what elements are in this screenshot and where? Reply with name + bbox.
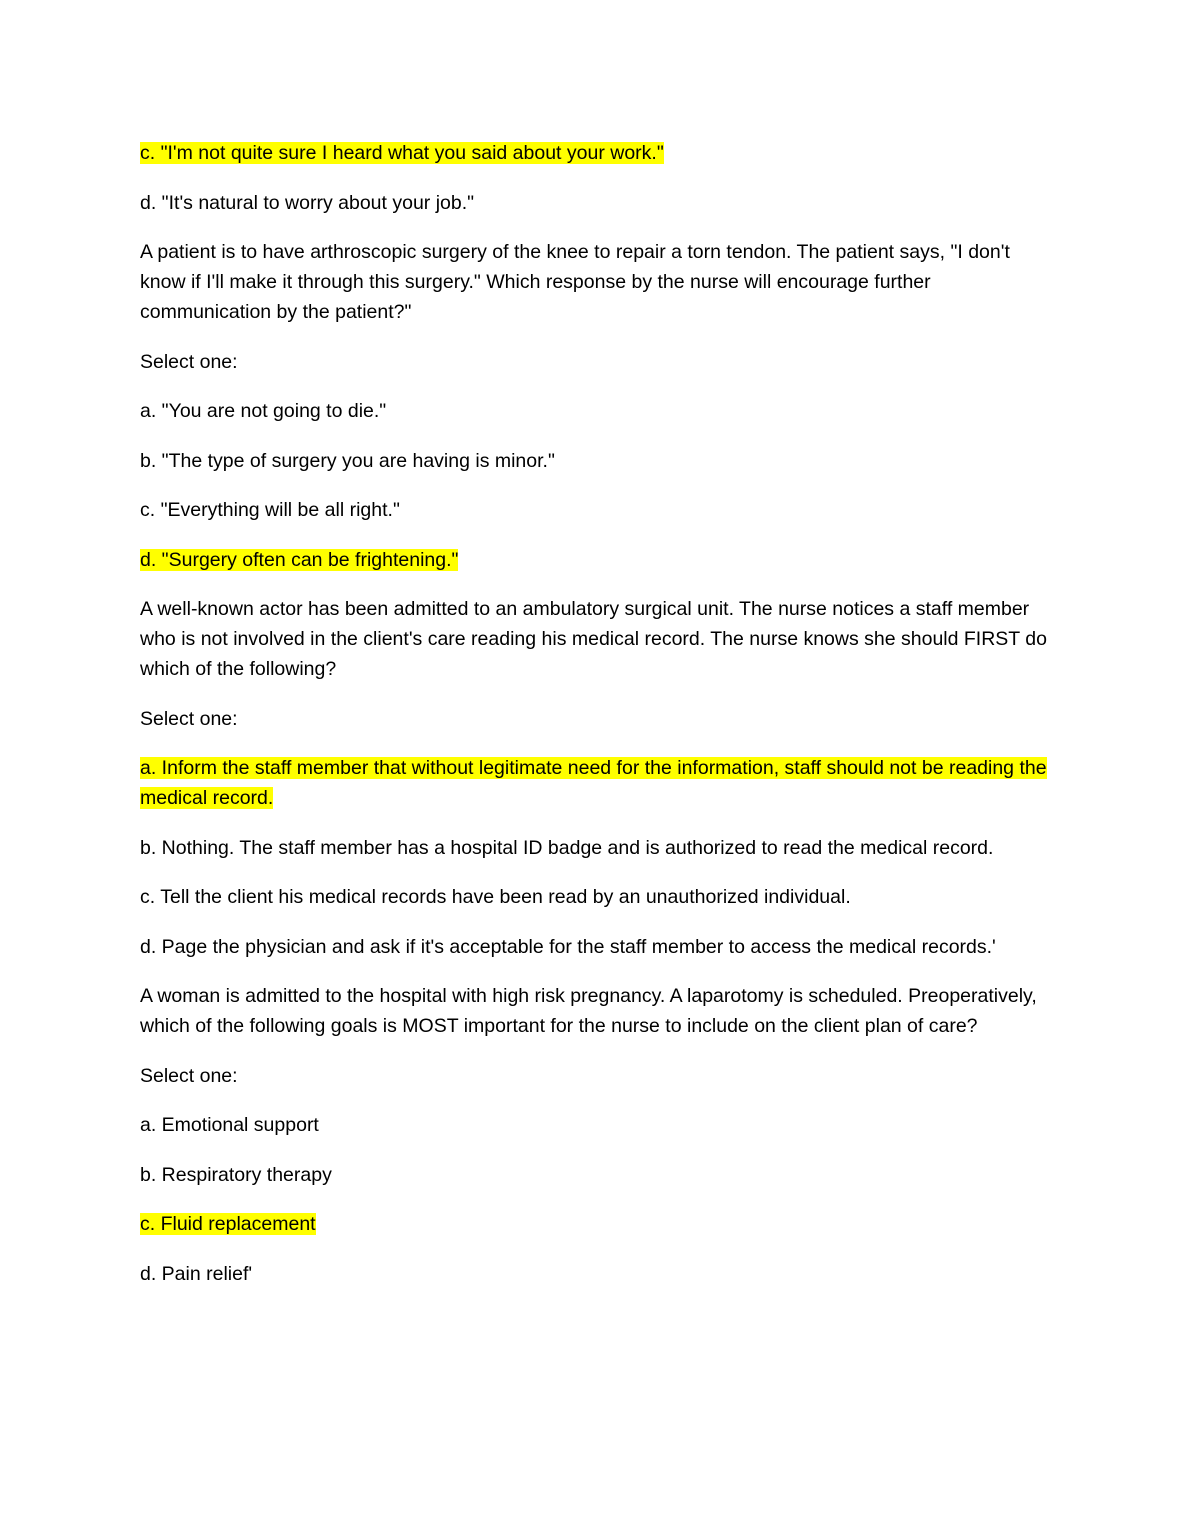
select-one-text: Select one: [140, 707, 238, 730]
answer-text: d. Page the physician and ask if it's acceptable for the staff member to access the medical records.' [140, 935, 996, 958]
question-body: A woman is admitted to the hospital with high risk pregnancy. A laparotomy is scheduled. Preoperatively, which of the following goals is MOST important for the nurse to include on the client plan of care? [140, 985, 1037, 1037]
select-one-text: Select one: [140, 1064, 238, 1087]
answer-text: a. Emotional support [140, 1114, 319, 1136]
select-one-text: Select one: [140, 350, 238, 373]
answer-option [140, 188, 1055, 218]
answer-text: d. Pain relief' [140, 1262, 253, 1285]
question-body: A patient is to have arthroscopic surgery of the knee to repair a torn tendon. The patient says, "I don't know if I'll make it through this surgery." Which response by the nurse will encourage further communication by the patient?" [140, 241, 1010, 323]
answer-text: d. "It's natural to worry about your job." [140, 191, 475, 214]
document-page [140, 138, 1055, 1308]
answer-option [140, 753, 1055, 813]
select-one-label [140, 704, 1055, 734]
answer-option [140, 833, 1055, 863]
answer-option [140, 1110, 1055, 1140]
answer-option [140, 545, 1055, 575]
answer-text: b. "The type of surgery you are having is minor." [140, 449, 555, 472]
question-text [140, 594, 1055, 684]
answer-option [140, 932, 1055, 962]
select-one-label [140, 1061, 1055, 1091]
answer-option [140, 396, 1055, 426]
select-one-label [140, 347, 1055, 377]
question-body: A well-known actor has been admitted to an ambulatory surgical unit. The nurse notices a staff member who is not involved in the client's care reading his medical record. The nurse knows she should FIRST do which of the following? [140, 598, 1047, 680]
answer-option [140, 882, 1055, 912]
answer-text: b. Respiratory therapy [140, 1163, 332, 1186]
answer-text: d. "Surgery often can be frightening." [140, 548, 459, 571]
answer-option [140, 138, 1055, 168]
answer-text: c. Fluid replacement [140, 1213, 316, 1235]
answer-text: b. Nothing. The staff member has a hospital ID badge and is authorized to read the medical record. [140, 836, 994, 859]
answer-option [140, 446, 1055, 476]
answer-text: c. "Everything will be all right." [140, 499, 400, 521]
answer-text: c. Tell the client his medical records have been read by an unauthorized individual. [140, 886, 851, 908]
question-text [140, 981, 1055, 1041]
answer-option [140, 1209, 1055, 1239]
answer-text: a. "You are not going to die." [140, 400, 387, 422]
answer-option [140, 1259, 1055, 1289]
answer-option [140, 495, 1055, 525]
answer-option [140, 1160, 1055, 1190]
answer-text: a. Inform the staff member that without legitimate need for the information, staff should not be reading the medical record. [140, 757, 1047, 809]
question-text [140, 237, 1055, 327]
answer-text: c. "I'm not quite sure I heard what you said about your work." [140, 142, 664, 164]
